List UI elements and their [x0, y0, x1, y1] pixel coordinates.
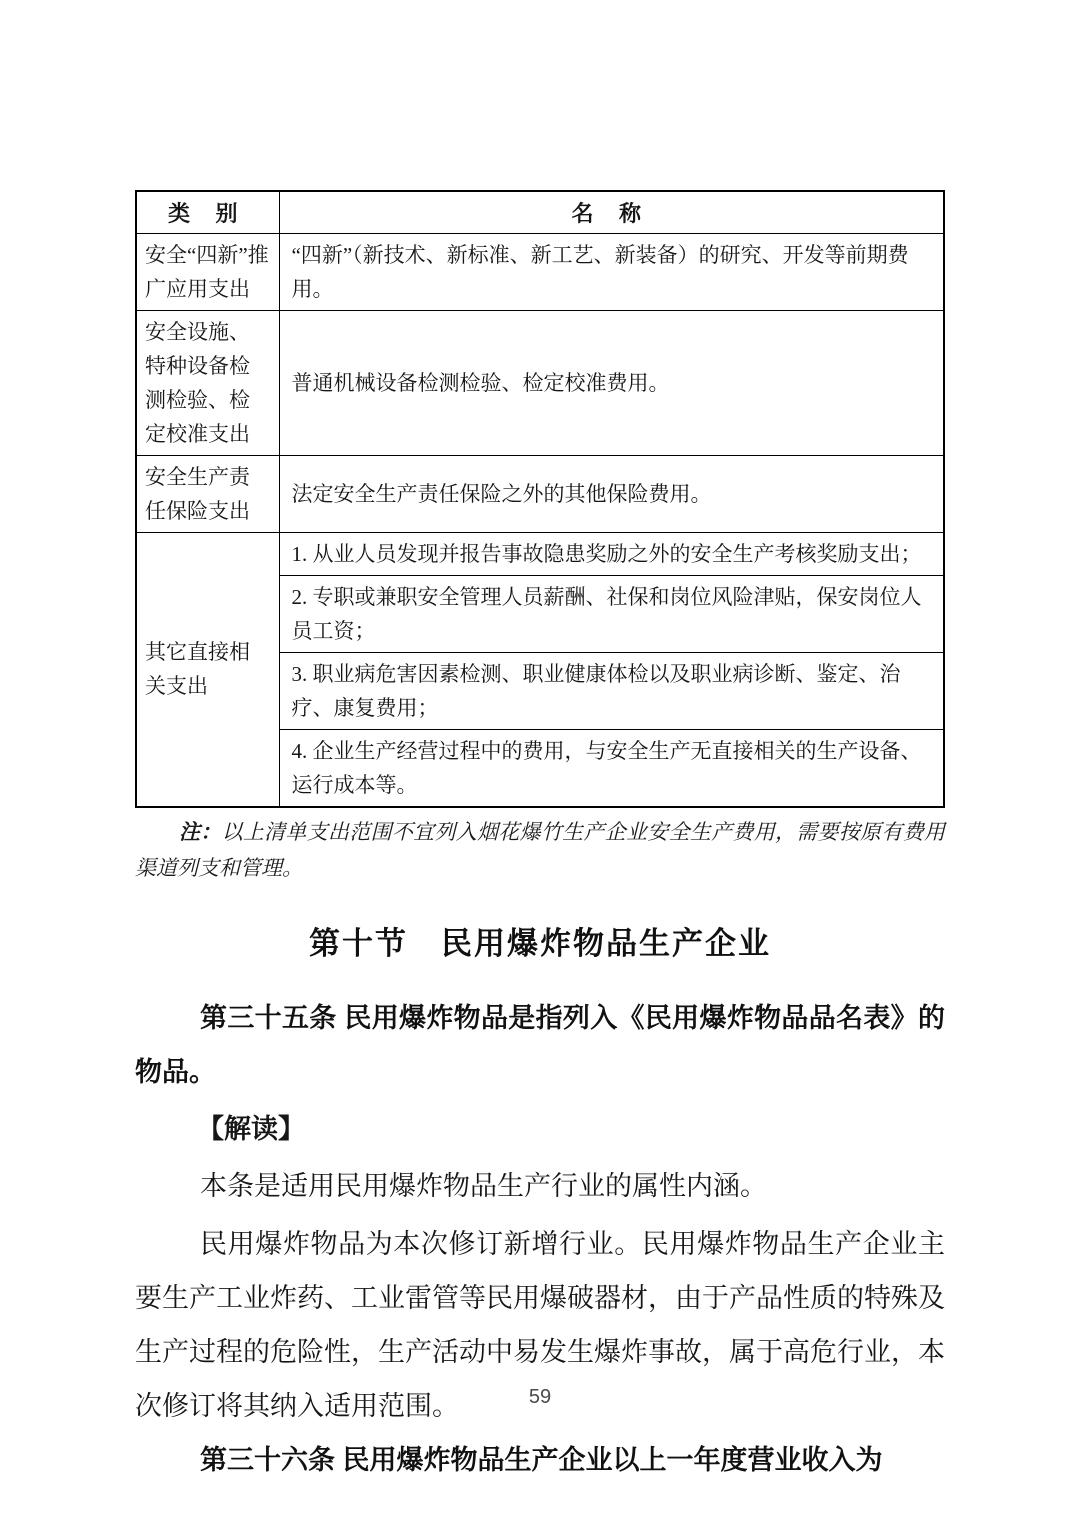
category-cell: 安全“四新”推广应用支出: [136, 233, 279, 310]
table-row: [136, 532, 944, 575]
column-header-name: 名 称: [279, 191, 944, 233]
expense-table: [135, 190, 945, 808]
article-35-paragraph: 第三十五条 民用爆炸物品是指列入《民用爆炸物品品名表》的物品。: [135, 1002, 945, 1087]
name-cell: 4. 企业生产经营过程中的费用，与安全生产无直接相关的生产设备、运行成本等。: [279, 729, 944, 807]
name-cell: “四新”（新技术、新标准、新工艺、新装备）的研究、开发等前期费用。: [279, 233, 944, 310]
table-row: [136, 310, 944, 455]
table-note: [135, 814, 945, 886]
section-heading: 第十节 民用爆炸物品生产企业: [309, 925, 771, 961]
name-cell: 1. 从业人员发现并报告事故隐患奖励之外的安全生产考核奖励支出；: [279, 532, 944, 575]
category-cell: 安全生产责任保险支出: [136, 455, 279, 532]
page-content: [135, 190, 945, 1487]
name-cell: 法定安全生产责任保险之外的其他保险费用。: [279, 455, 944, 532]
article-36-paragraph: 第三十六条 民用爆炸物品生产企业以上一年度营业收入为: [200, 1444, 883, 1475]
table-row: [136, 233, 944, 310]
note-text: 以上清单支出范围不宜列入烟花爆竹生产企业安全生产费用，需要按原有费用渠道列支和管理。: [135, 819, 946, 880]
category-cell: 安全设施、特种设备检测检验、检定校准支出: [136, 310, 279, 455]
name-cell: 普通机械设备检测检验、检定校准费用。: [279, 310, 944, 455]
name-cell: 2. 专职或兼职安全管理人员薪酬、社保和岗位风险津贴，保安岗位人员工资；: [279, 575, 944, 652]
name-cell: 3. 职业病危害因素检测、职业健康体检以及职业病诊断、鉴定、治疗、康复费用；: [279, 652, 944, 729]
interpretation-label: 【解读】: [197, 1113, 305, 1144]
body-paragraph: 本条是适用民用爆炸物品生产行业的属性内涵。: [200, 1170, 767, 1201]
column-header-category: 类 别: [136, 191, 279, 233]
note-label: 注：: [179, 819, 222, 844]
category-cell: 其它直接相关支出: [136, 532, 279, 807]
table-row: [136, 455, 944, 532]
body-paragraph: 民用爆炸物品为本次修订新增行业。民用爆炸物品生产企业主要生产工业炸药、工业雷管等民用爆破器材，由于产品性质的特殊及生产过程的危险性，生产活动中易发生爆炸事故，属于高危行业，本次修订将其纳入适用范围。: [135, 1228, 945, 1421]
table-header-row: [136, 191, 944, 233]
page-number: 59: [528, 1386, 552, 1408]
